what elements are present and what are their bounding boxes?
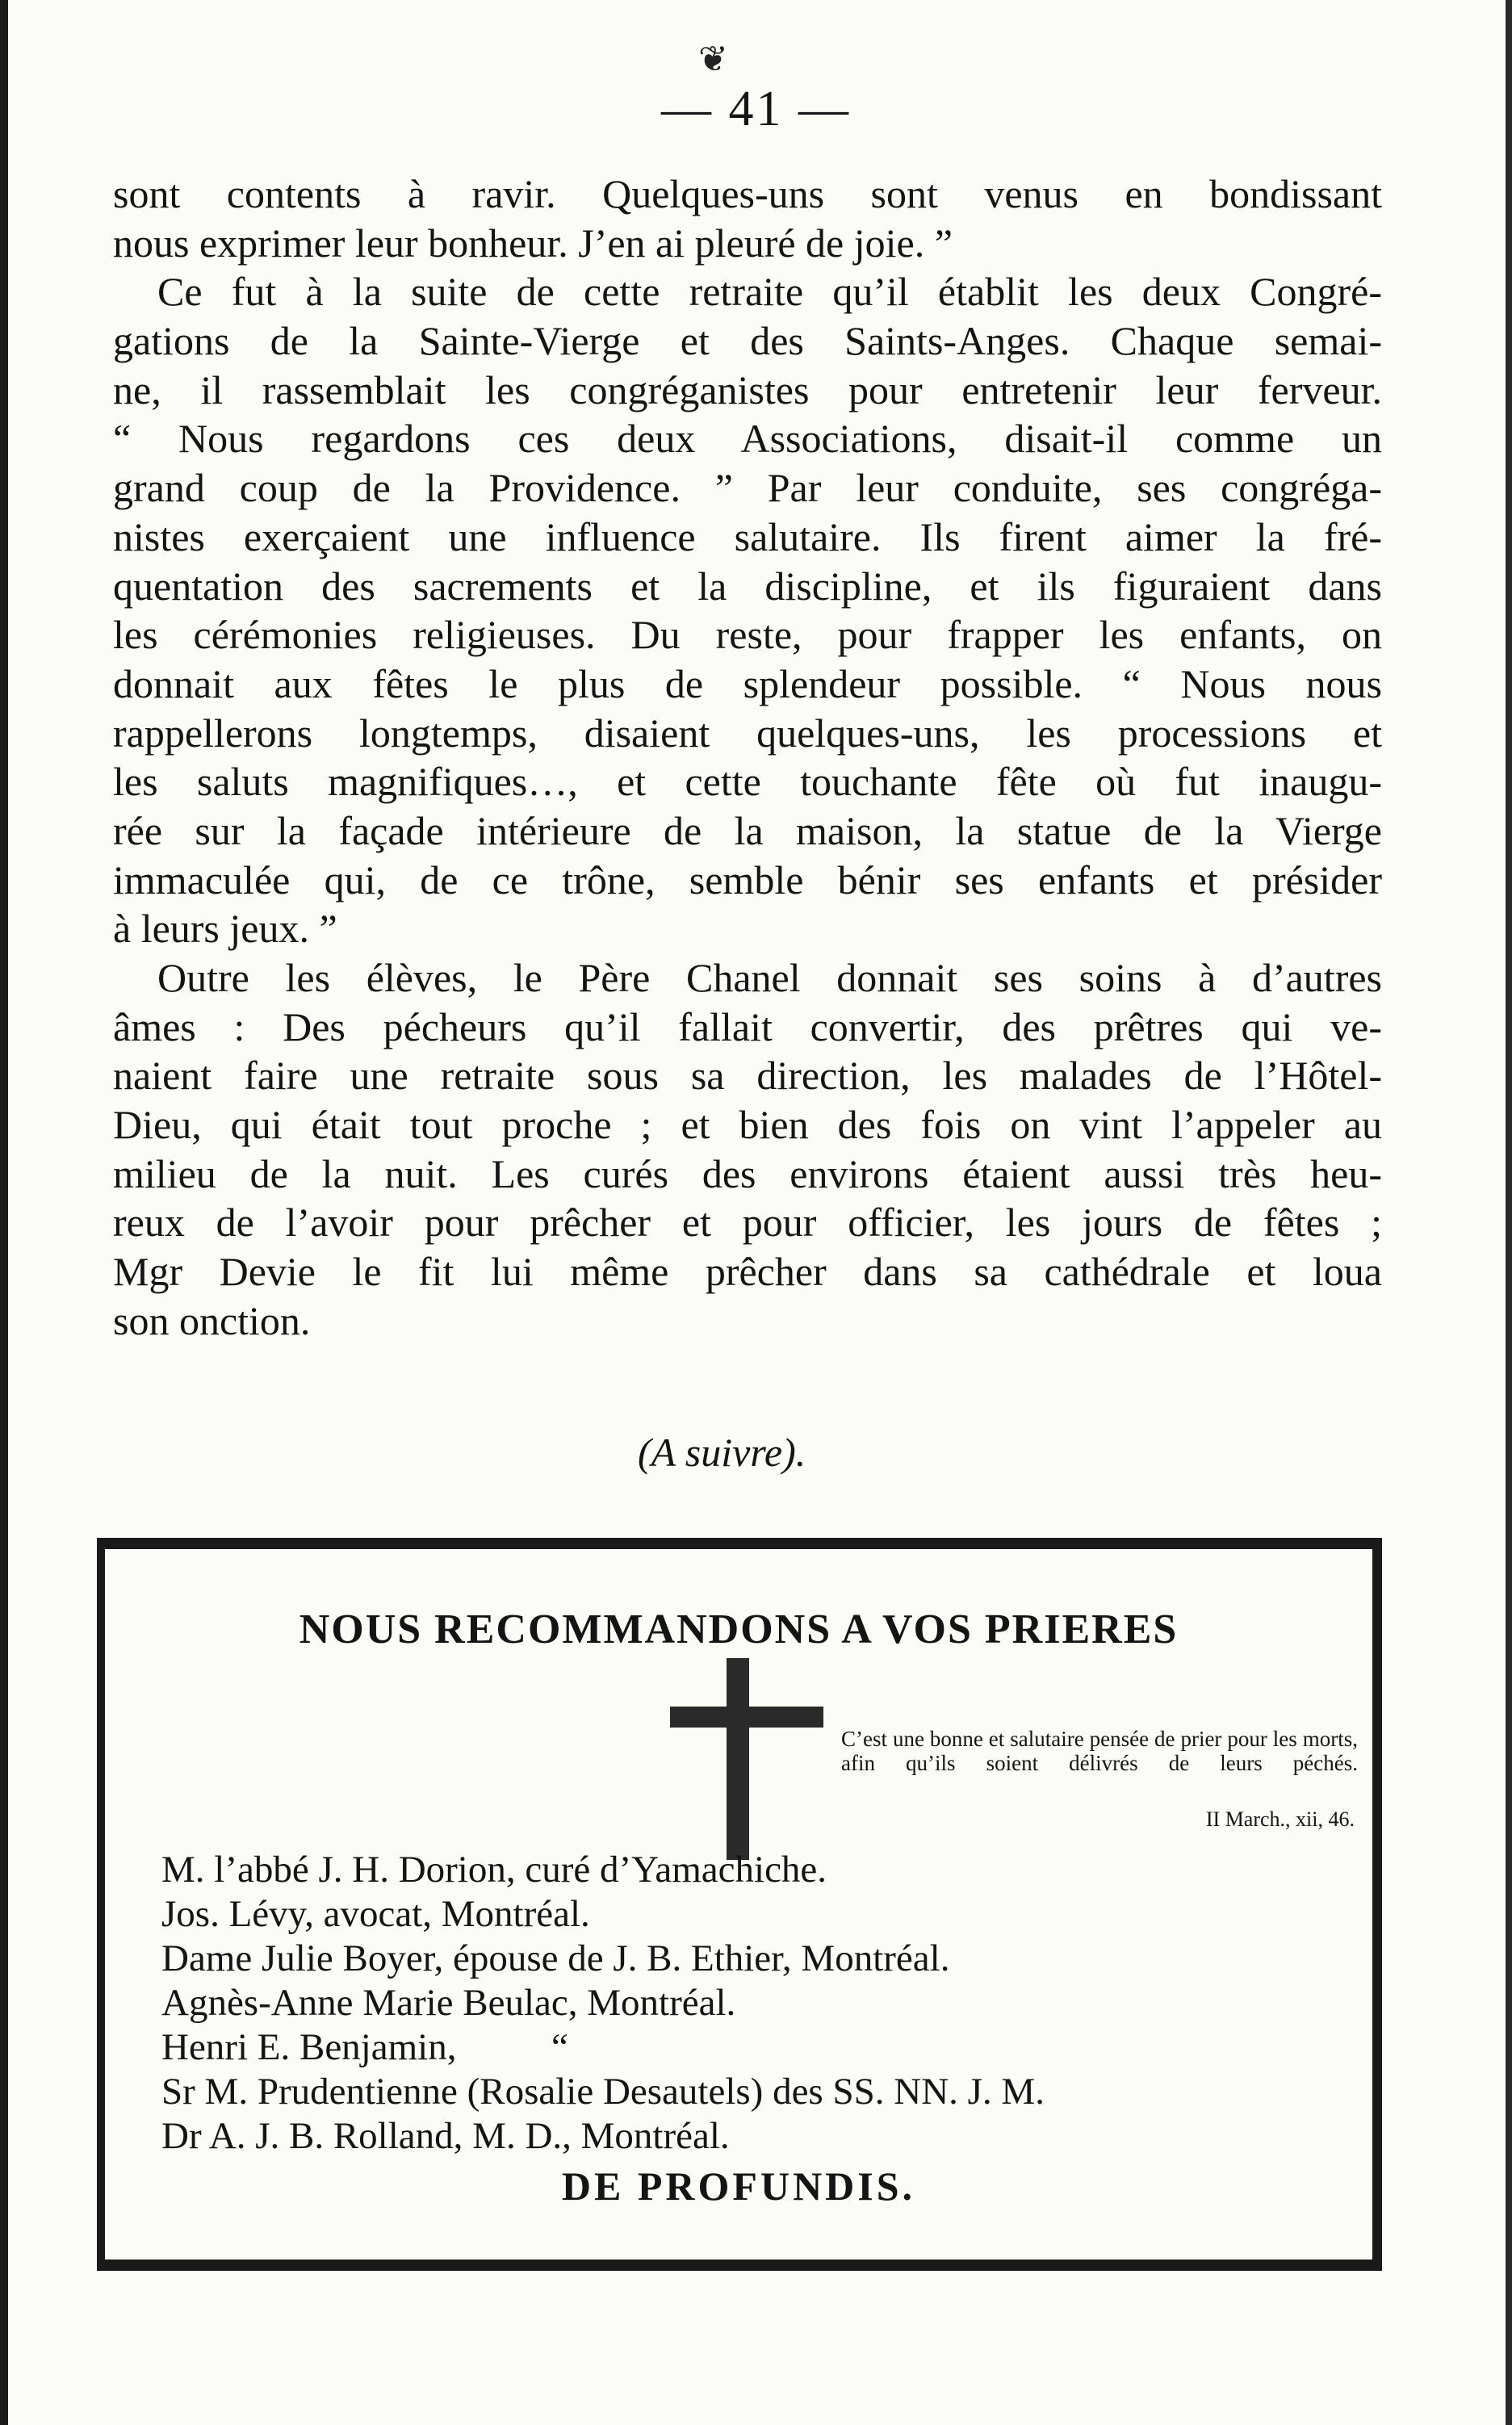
notice-title: NOUS RECOMMANDONS A VOS PRIERES xyxy=(299,1606,1179,1652)
cross-vertical-bar xyxy=(727,1658,749,1860)
deceased-name: M. l’abbé J. H. Dorion, curé d’Yamachiche. xyxy=(161,1849,827,1891)
deceased-name: Jos. Lévy, avocat, Montréal. xyxy=(161,1893,590,1935)
page-left-edge-shadow xyxy=(0,0,8,2425)
text-line: immaculée qui, de ce trône, semble bénir ses enfants et présider xyxy=(113,856,1382,903)
cross-icon xyxy=(670,1658,848,1860)
deceased-name: Sr M. Prudentienne (Rosalie Desautels) des SS. NN. J. M. xyxy=(161,2071,1045,2113)
page-right-edge-shadow xyxy=(1506,0,1512,2425)
text-line: quentation des sacrements et la discipline, et ils figuraient dans xyxy=(113,563,1382,609)
deceased-list xyxy=(161,1848,1045,2159)
continuation-note: (A suivre). xyxy=(638,1430,806,1475)
text-line: son onction. xyxy=(113,1297,311,1343)
page-ornament: ❦ xyxy=(698,40,728,79)
de-profundis-closing: DE PROFUNDIS. xyxy=(561,2163,916,2209)
deceased-name: Dr A. J. B. Rolland, M. D., Montréal. xyxy=(161,2115,730,2157)
deceased-name: Dame Julie Boyer, épouse de J. B. Ethier, Montréal. xyxy=(161,1937,950,1979)
text-line: nous exprimer leur bonheur. J’en ai pleuré de joie. ” xyxy=(113,220,953,266)
text-line: “ Nous regardons ces deux Associations, disait-il comme un xyxy=(113,416,1382,462)
text-line: rappellerons longtemps, disaient quelques-uns, les processions et xyxy=(113,710,1382,756)
text-line: donnait aux fêtes le plus de splendeur possible. “ Nous nous xyxy=(113,660,1382,706)
article-body xyxy=(113,170,1382,1346)
prayer-notice-box xyxy=(97,1538,1382,2271)
cross-horizontal-bar xyxy=(670,1707,823,1728)
deceased-name: Henri E. Benjamin, “ xyxy=(161,2026,568,2068)
text-line: milieu de la nuit. Les curés des environs étaient aussi très heu- xyxy=(113,1150,1382,1196)
text-line: sont contents à ravir. Quelques-uns sont venus en bondissant xyxy=(113,171,1382,216)
text-line: nistes exerçaient une influence salutaire. Ils firent aimer la fré- xyxy=(113,513,1382,559)
text-line: rée sur la façade intérieure de la maison, la statue de la Vierge xyxy=(113,807,1382,853)
page-number: — 41 — xyxy=(661,82,851,136)
scripture-reference: II March., xii, 46. xyxy=(1205,1807,1355,1831)
text-line: les saluts magnifiques…, et cette touchante fête où fut inaugu- xyxy=(113,759,1382,805)
text-line: Mgr Devie le fit lui même prêcher dans sa cathédrale et loua xyxy=(113,1249,1382,1295)
scripture-quote: C’est une bonne et salutaire pensée de prier pour les morts, afin qu’ils soient délivrés de leurs péchés. xyxy=(841,1727,1358,1775)
text-line: Ce fut à la suite de cette retraite qu’il établit les deux Congré- xyxy=(157,269,1382,315)
text-line: naient faire une retraite sous sa direction, les malades de l’Hôtel- xyxy=(113,1053,1382,1099)
text-line: les cérémonies religieuses. Du reste, pour frapper les enfants, on xyxy=(113,612,1382,658)
text-line: Dieu, qui était tout proche ; et bien des fois on vint l’appeler au xyxy=(113,1102,1382,1148)
text-line: reux de l’avoir pour prêcher et pour officier, les jours de fêtes ; xyxy=(113,1200,1382,1246)
deceased-name: Agnès-Anne Marie Beulac, Montréal. xyxy=(161,1982,736,2024)
text-line: âmes : Des pécheurs qu’il fallait convertir, des prêtres qui ve- xyxy=(113,1003,1382,1049)
text-line: ne, il rassemblait les congréganistes pour entretenir leur ferveur. xyxy=(113,366,1382,413)
text-line: grand coup de la Providence. ” Par leur conduite, ses congréga- xyxy=(113,465,1382,511)
text-line: à leurs jeux. ” xyxy=(113,906,337,952)
text-line: Outre les élèves, le Père Chanel donnait ses soins à d’autres xyxy=(157,955,1382,1001)
text-line: gations de la Sainte-Vierge et des Saints-Anges. Chaque semai- xyxy=(113,318,1382,364)
